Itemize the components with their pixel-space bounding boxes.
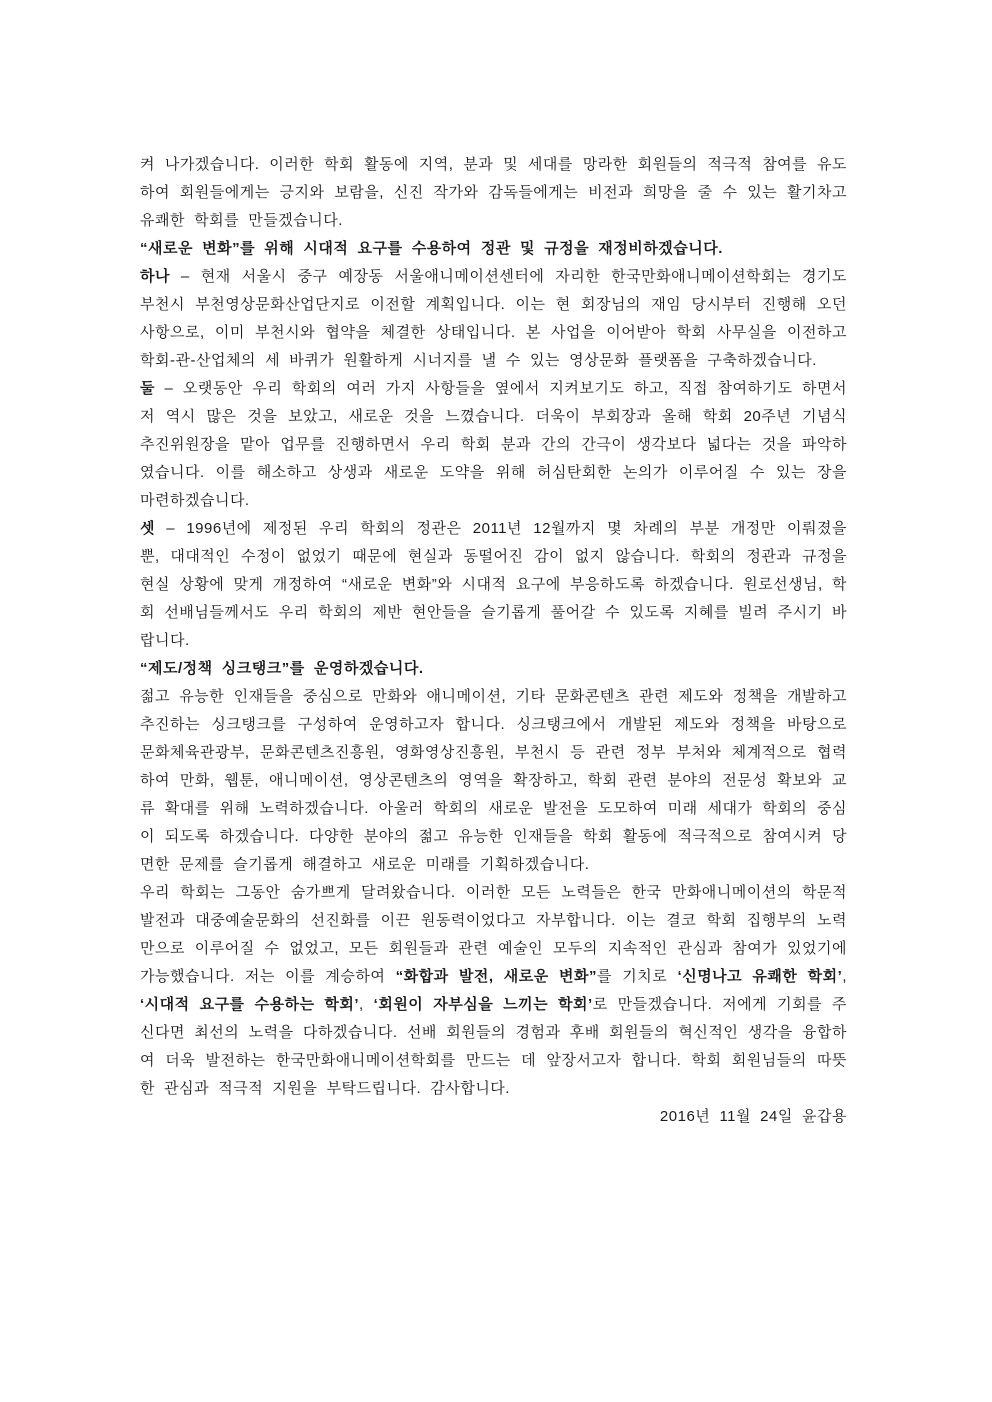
body-text: , <box>359 996 374 1013</box>
body-text: – 1996년에 제정된 우리 학회의 정관은 2011년 12월까지 몇 차례의 부분 개정만 이뤄졌을 뿐, 대대적인 수정이 없었기 때문에 현실과 동떨어진 감이 없지 않습니다. 학회의 정관과 규정을 현실 상황에 맞게 개정하여 “새로운 변화”와 시대적 요구에 부응하도록 하겠습니다. 원로선생님, 학회 선배님들께서도 우리 학회의 제반 현안들을 슬기롭게 풀어갈 수 있도록 지혜를 빌려 주시기 바랍니다. <box>140 520 847 649</box>
paragraph-thinktank <box>140 683 847 879</box>
emphasis-text: “화합과 발전, 새로운 변화” <box>395 968 598 985</box>
body-text: 켜 나가겠습니다. 이러한 학회 활동에 지역, 분과 및 세대를 망라한 회원들의 적극적 참여를 유도하여 회원들에게는 긍지와 보람을, 신진 작가와 감독들에게는 비전과 희망을 줄 수 있는 활기차고 유쾌한 학회를 만들겠습니다. <box>140 156 847 229</box>
signature-line: 2016년 11월 24일 윤갑용 <box>659 1108 847 1125</box>
body-text: 를 기치로 <box>597 968 678 985</box>
emphasis-text: “새로운 변화”를 위해 시대적 요구를 수용하여 정관 및 규정을 재정비하겠습니다. <box>140 240 723 257</box>
emphasis-text: ‘회원이 자부심을 느끼는 학회’ <box>373 996 593 1013</box>
section-heading-bylaws <box>140 235 847 263</box>
body-text: 우리 학회는 그동안 숨가쁘게 달려왔습니다. 이러한 모든 노력들은 한국 만화애니메이션의 학문적 발전과 대중예술문화의 선진화를 이끈 원동력이었다고 자부합니다. 이는 결코 학회 집행부의 노력만으로 이루어질 수 없었고, 모든 회원들과 관련 예술인 모두의 지속적인 관심과 참여가 있었기에 가능했습니다. 저는 이를 계승하여 <box>140 884 847 985</box>
emphasis-text: ‘신명나고 유쾌한 학회’ <box>677 968 843 985</box>
emphasis-text: 하나 <box>140 268 170 285</box>
body-text: – 현재 서울시 중구 예장동 서울애니메이션센터에 자리한 한국만화애니메이션학회는 경기도 부천시 부천영상문화산업단지로 이전할 계획입니다. 이는 현 회장님의 재임 당시부터 진행해 오던 사항으로, 이미 부천시와 협약을 체결한 상태입니다. 본 사업을 이어받아 학회 사무실을 이전하고 학회-관-산업체의 세 바퀴가 원활하게 시너지를 낼 수 있는 영상문화 플랫폼을 구축하겠습니다. <box>140 268 847 369</box>
emphasis-text: 둘 <box>140 380 155 397</box>
emphasis-text: ‘시대적 요구를 수용하는 학회’ <box>140 996 360 1013</box>
body-text: – 오랫동안 우리 학회의 여러 가지 사항들을 옆에서 지켜보기도 하고, 직접 참여하기도 하면서 저 역시 많은 것을 보았고, 새로운 것을 느꼈습니다. 더욱이 부회장과 올해 학회 20주년 기념식 추진위원장을 맡아 업무를 진행하면서 우리 학회 분과 간의 간극이 생각보다 넓다는 것을 파악하였습니다. 이를 해소하고 상생과 새로운 도약을 위해 허심탄회한 논의가 이루어질 수 있는 장을 마련하겠습니다. <box>140 380 847 509</box>
body-text: 로 만들겠습니다. 저에게 기회를 주신다면 최선의 노력을 다하겠습니다. 선배 회원들의 경험과 후배 회원들의 혁신적인 생각을 융합하여 더욱 발전하는 한국만화애니메이션학회를 만드는 데 앞장서고자 합니다. 학회 회원님들의 따뜻한 관심과 적극적 지원을 부탁드립니다. 감사합니다. <box>140 996 847 1097</box>
paragraph-item-one <box>140 263 847 375</box>
section-heading-thinktank <box>140 655 847 683</box>
document-body <box>140 151 847 1131</box>
paragraph-item-three <box>140 515 847 655</box>
emphasis-text: “제도/정책 싱크탱크”를 운영하겠습니다. <box>140 660 424 677</box>
paragraph-continuation <box>140 151 847 235</box>
body-text: 젊고 유능한 인재들을 중심으로 만화와 애니메이션, 기타 문화콘텐츠 관련 제도와 정책을 개발하고 추진하는 싱크탱크를 구성하여 운영하고자 합니다. 싱크탱크에서 개발된 제도와 정책을 바탕으로 문화체육관광부, 문화콘텐츠진흥원, 영화영상진흥원, 부천시 등 관련 정부 부처와 체계적으로 협력하여 만화, 웹툰, 애니메이션, 영상콘텐츠의 영역을 확장하고, 학회 관련 분야의 전문성 확보와 교류 확대를 위해 노력하겠습니다. 아울러 학회의 새로운 발전을 도모하여 미래 세대가 학회의 중심이 되도록 하겠습니다. 다양한 분야의 젊고 유능한 인재들을 학회 활동에 적극적으로 참여시켜 당면한 문제를 슬기롭게 해결하고 새로운 미래를 기획하겠습니다. <box>140 688 847 873</box>
paragraph-item-two <box>140 375 847 515</box>
body-text: , <box>842 968 847 985</box>
paragraph-closing <box>140 879 847 1103</box>
emphasis-text: 셋 <box>140 520 155 537</box>
